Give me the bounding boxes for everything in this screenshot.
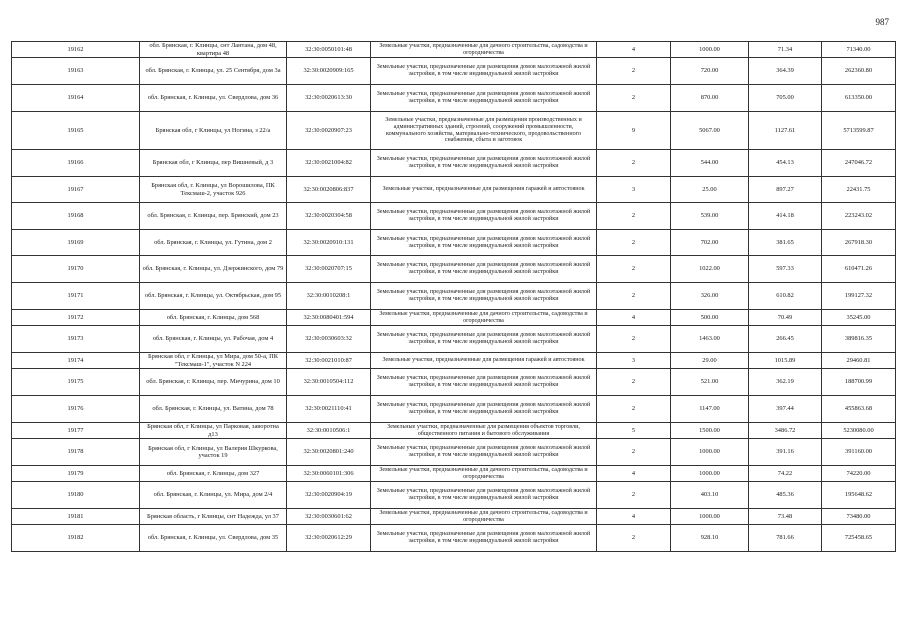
specific-value-cell: 1015.89 — [749, 353, 822, 369]
cadastral-number-cell: 32:30:0020909:165 — [287, 58, 371, 85]
table-row — [12, 482, 896, 509]
land-use-cell: Земельные участки, предназначенные для размещения производственных и административных зданий, строений, сооружений промышленности, коммунального хозяйства, материально-технического, продовольственного снабжения, сбыта и заготовок — [371, 112, 597, 150]
cadastral-number-cell: 32:30:0020304:58 — [287, 203, 371, 230]
specific-value-cell: 73.48 — [749, 509, 822, 525]
row-number-cell: 19176 — [12, 396, 140, 423]
address-cell: обл. Брянская, г. Клинцы, ул. Свердлова, дом 35 — [140, 525, 287, 552]
row-number-cell: 19174 — [12, 353, 140, 369]
land-use-cell: Земельные участки, предназначенные для размещения домов малоэтажной жилой застройки, в том числе индивидуальной жилой застройки — [371, 203, 597, 230]
cadastral-value-cell: 199127.32 — [822, 283, 896, 310]
area-cell: 500.00 — [671, 310, 749, 326]
table-row — [12, 326, 896, 353]
cadastral-value-cell: 267918.30 — [822, 230, 896, 256]
row-number-cell: 19168 — [12, 203, 140, 230]
row-number-cell: 19164 — [12, 85, 140, 112]
cadastral-value-cell: 223243.02 — [822, 203, 896, 230]
area-cell: 928.10 — [671, 525, 749, 552]
land-use-cell: Земельные участки, предназначенные для дачного строительства, садоводства и огородничества — [371, 42, 597, 58]
address-cell: Брянская обл, г Клинцы, ул Ногина, з 22/а — [140, 112, 287, 150]
address-cell: Брянская область, г Клинцы, снт Надежда, ул 37 — [140, 509, 287, 525]
cadastral-value-cell: 29460.81 — [822, 353, 896, 369]
cadastral-number-cell: 32:30:0030601:62 — [287, 509, 371, 525]
group-number-cell: 2 — [597, 150, 671, 177]
address-cell: Брянская обл, г Клинцы, пер Вишневый, д 3 — [140, 150, 287, 177]
row-number-cell: 19169 — [12, 230, 140, 256]
group-number-cell: 2 — [597, 85, 671, 112]
address-cell: Брянская обл, г Клинцы, ул Парковая, заворотна д13 — [140, 423, 287, 439]
area-cell: 1000.00 — [671, 42, 749, 58]
land-use-cell: Земельные участки, предназначенные для дачного строительства, садоводства и огородничества — [371, 466, 597, 482]
row-number-cell: 19165 — [12, 112, 140, 150]
land-use-cell: Земельные участки, предназначенные для размещения домов малоэтажной жилой застройки, в том числе индивидуальной жилой застройки — [371, 283, 597, 310]
cadastral-number-cell: 32:30:0060101:306 — [287, 466, 371, 482]
cadastral-value-cell: 247046.72 — [822, 150, 896, 177]
specific-value-cell: 362.19 — [749, 369, 822, 396]
group-number-cell: 2 — [597, 439, 671, 466]
cadastral-value-cell: 71340.00 — [822, 42, 896, 58]
specific-value-cell: 3486.72 — [749, 423, 822, 439]
specific-value-cell: 397.44 — [749, 396, 822, 423]
table-row — [12, 310, 896, 326]
group-number-cell: 3 — [597, 177, 671, 203]
group-number-cell: 2 — [597, 256, 671, 283]
land-use-cell: Земельные участки, предназначенные для дачного строительства, садоводства и огородничества — [371, 509, 597, 525]
table-row — [12, 466, 896, 482]
row-number-cell: 19181 — [12, 509, 140, 525]
group-number-cell: 9 — [597, 112, 671, 150]
table-row — [12, 58, 896, 85]
table-row — [12, 256, 896, 283]
cadastral-number-cell: 32:30:0050101:48 — [287, 42, 371, 58]
row-number-cell: 19163 — [12, 58, 140, 85]
row-number-cell: 19162 — [12, 42, 140, 58]
area-cell: 1463.00 — [671, 326, 749, 353]
area-cell: 29.00 — [671, 353, 749, 369]
row-number-cell: 19180 — [12, 482, 140, 509]
specific-value-cell: 897.27 — [749, 177, 822, 203]
table-row — [12, 177, 896, 203]
row-number-cell: 19182 — [12, 525, 140, 552]
land-use-cell: Земельные участки, предназначенные для размещения объектов торговли, общественного питания и бытового обслуживания — [371, 423, 597, 439]
area-cell: 544.00 — [671, 150, 749, 177]
table-row — [12, 396, 896, 423]
area-cell: 1000.00 — [671, 439, 749, 466]
row-number-cell: 19166 — [12, 150, 140, 177]
area-cell: 1147.00 — [671, 396, 749, 423]
cadastral-value-cell: 73480.00 — [822, 509, 896, 525]
cadastral-number-cell: 32:30:0010208:1 — [287, 283, 371, 310]
specific-value-cell: 364.39 — [749, 58, 822, 85]
address-cell: обл. Брянская, г. Клинцы, снт Лантана, дом 48, квартира 48 — [140, 42, 287, 58]
cadastral-value-cell: 391160.00 — [822, 439, 896, 466]
row-number-cell: 19178 — [12, 439, 140, 466]
group-number-cell: 2 — [597, 482, 671, 509]
area-cell: 521.00 — [671, 369, 749, 396]
table-row — [12, 439, 896, 466]
specific-value-cell: 597.33 — [749, 256, 822, 283]
area-cell: 720.00 — [671, 58, 749, 85]
specific-value-cell: 74.22 — [749, 466, 822, 482]
land-use-cell: Земельные участки, предназначенные для размещения домов малоэтажной жилой застройки, в том числе индивидуальной жилой застройки — [371, 58, 597, 85]
address-cell: Брянская обл, г Клинцы, ул Валерия Шкуркова, участок 19 — [140, 439, 287, 466]
address-cell: обл. Брянская, г. Клинцы, пер. Брянский, дом 23 — [140, 203, 287, 230]
address-cell: обл. Брянская, г. Клинцы, ул. 25 Сентября, дом 3а — [140, 58, 287, 85]
cadastral-value-cell: 613350.00 — [822, 85, 896, 112]
specific-value-cell: 70.49 — [749, 310, 822, 326]
specific-value-cell: 266.45 — [749, 326, 822, 353]
group-number-cell: 5 — [597, 423, 671, 439]
cadastral-number-cell: 32:30:0020613:30 — [287, 85, 371, 112]
group-number-cell: 3 — [597, 353, 671, 369]
land-use-cell: Земельные участки, предназначенные для размещения гаражей и автостоянок — [371, 353, 597, 369]
land-use-cell: Земельные участки, предназначенные для размещения домов малоэтажной жилой застройки, в том числе индивидуальной жилой застройки — [371, 369, 597, 396]
address-cell: обл. Брянская, г. Клинцы, ул. Мира, дом 2/4 — [140, 482, 287, 509]
page-number: 987 — [875, 17, 889, 27]
group-number-cell: 2 — [597, 283, 671, 310]
address-cell: обл. Брянская, г. Клинцы, ул. Ватина, дом 78 — [140, 396, 287, 423]
cadastral-number-cell: 32:30:0020801:240 — [287, 439, 371, 466]
row-number-cell: 19170 — [12, 256, 140, 283]
specific-value-cell: 391.16 — [749, 439, 822, 466]
area-cell: 539.00 — [671, 203, 749, 230]
cadastral-value-cell: 195648.62 — [822, 482, 896, 509]
table-row — [12, 112, 896, 150]
group-number-cell: 4 — [597, 466, 671, 482]
cadastral-number-cell: 32:30:0010506:1 — [287, 423, 371, 439]
land-use-cell: Земельные участки, предназначенные для размещения домов малоэтажной жилой застройки, в том числе индивидуальной жилой застройки — [371, 439, 597, 466]
row-number-cell: 19179 — [12, 466, 140, 482]
cadastral-value-cell: 262360.80 — [822, 58, 896, 85]
cadastral-number-cell: 32:30:0021010:87 — [287, 353, 371, 369]
address-cell: обл. Брянская, г. Клинцы, дом 327 — [140, 466, 287, 482]
cadastral-value-cell: 35245.00 — [822, 310, 896, 326]
address-cell: обл. Брянская, г. Клинцы, ул. Свердлова, дом 36 — [140, 85, 287, 112]
table-row — [12, 150, 896, 177]
specific-value-cell: 454.13 — [749, 150, 822, 177]
group-number-cell: 4 — [597, 509, 671, 525]
table-row — [12, 525, 896, 552]
address-cell: обл. Брянская, г. Клинцы, ул. Рабочая, дом 4 — [140, 326, 287, 353]
cadastral-value-cell: 22431.75 — [822, 177, 896, 203]
table-row — [12, 369, 896, 396]
land-use-cell: Земельные участки, предназначенные для размещения домов малоэтажной жилой застройки, в том числе индивидуальной жилой застройки — [371, 326, 597, 353]
cadastral-value-cell: 5713599.87 — [822, 112, 896, 150]
address-cell: обл. Брянская, г. Клинцы, пер. Мичурина, дом 10 — [140, 369, 287, 396]
table-row — [12, 353, 896, 369]
area-cell: 5067.00 — [671, 112, 749, 150]
table-row — [12, 42, 896, 58]
specific-value-cell: 381.65 — [749, 230, 822, 256]
cadastral-value-cell: 188700.99 — [822, 369, 896, 396]
area-cell: 1000.00 — [671, 466, 749, 482]
specific-value-cell: 485.36 — [749, 482, 822, 509]
address-cell: обл. Брянская, г. Клинцы, дом 568 — [140, 310, 287, 326]
specific-value-cell: 71.34 — [749, 42, 822, 58]
land-use-cell: Земельные участки, предназначенные для размещения домов малоэтажной жилой застройки, в том числе индивидуальной жилой застройки — [371, 525, 597, 552]
area-cell: 702.00 — [671, 230, 749, 256]
table-row — [12, 423, 896, 439]
group-number-cell: 2 — [597, 369, 671, 396]
cadastral-number-cell: 32:30:0020612:29 — [287, 525, 371, 552]
group-number-cell: 2 — [597, 396, 671, 423]
cadastral-number-cell: 32:30:0020806:837 — [287, 177, 371, 203]
row-number-cell: 19167 — [12, 177, 140, 203]
area-cell: 326.00 — [671, 283, 749, 310]
cadastral-number-cell: 32:30:0020907:23 — [287, 112, 371, 150]
specific-value-cell: 414.18 — [749, 203, 822, 230]
cadastral-number-cell: 32:30:0020910:131 — [287, 230, 371, 256]
area-cell: 25.00 — [671, 177, 749, 203]
land-use-cell: Земельные участки, предназначенные для размещения гаражей и автостоянок — [371, 177, 597, 203]
specific-value-cell: 610.82 — [749, 283, 822, 310]
cadastral-value-cell: 5230080.00 — [822, 423, 896, 439]
table-row — [12, 85, 896, 112]
cadastral-value-cell: 610471.26 — [822, 256, 896, 283]
row-number-cell: 19172 — [12, 310, 140, 326]
table-row — [12, 230, 896, 256]
address-cell: Брянская обл, г. Клинцы, ул Ворошилова, ПК Тексмаш-2, участок 926 — [140, 177, 287, 203]
area-cell: 1000.00 — [671, 509, 749, 525]
table-row — [12, 283, 896, 310]
group-number-cell: 2 — [597, 326, 671, 353]
cadastral-number-cell: 32:30:0080401:594 — [287, 310, 371, 326]
land-use-cell: Земельные участки, предназначенные для размещения домов малоэтажной жилой застройки, в том числе индивидуальной жилой застройки — [371, 256, 597, 283]
cadastral-value-table — [11, 41, 896, 552]
area-cell: 1500.00 — [671, 423, 749, 439]
area-cell: 403.10 — [671, 482, 749, 509]
group-number-cell: 2 — [597, 230, 671, 256]
cadastral-number-cell: 32:30:0020707:15 — [287, 256, 371, 283]
group-number-cell: 2 — [597, 58, 671, 85]
group-number-cell: 4 — [597, 42, 671, 58]
cadastral-number-cell: 32:30:0021110:41 — [287, 396, 371, 423]
land-use-cell: Земельные участки, предназначенные для размещения домов малоэтажной жилой застройки, в том числе индивидуальной жилой застройки — [371, 150, 597, 177]
address-cell: Брянская обл, г Клинцы, ул Мира, дом 50-а, ПК "Тексмаш-1", участок N 224 — [140, 353, 287, 369]
cadastral-value-cell: 74220.00 — [822, 466, 896, 482]
specific-value-cell: 705.00 — [749, 85, 822, 112]
group-number-cell: 2 — [597, 203, 671, 230]
area-cell: 870.00 — [671, 85, 749, 112]
specific-value-cell: 781.66 — [749, 525, 822, 552]
group-number-cell: 4 — [597, 310, 671, 326]
land-use-cell: Земельные участки, предназначенные для размещения домов малоэтажной жилой застройки, в том числе индивидуальной жилой застройки — [371, 230, 597, 256]
row-number-cell: 19171 — [12, 283, 140, 310]
table-row — [12, 509, 896, 525]
land-use-cell: Земельные участки, предназначенные для размещения домов малоэтажной жилой застройки, в том числе индивидуальной жилой застройки — [371, 396, 597, 423]
specific-value-cell: 1127.61 — [749, 112, 822, 150]
cadastral-number-cell: 32:30:0030603:32 — [287, 326, 371, 353]
area-cell: 1022.00 — [671, 256, 749, 283]
address-cell: обл. Брянская, г. Клинцы, ул. Дзержинского, дом 79 — [140, 256, 287, 283]
land-use-cell: Земельные участки, предназначенные для дачного строительства, садоводства и огородничества — [371, 310, 597, 326]
address-cell: обл. Брянская, г. Клинцы, ул. Гутина, дом 2 — [140, 230, 287, 256]
row-number-cell: 19175 — [12, 369, 140, 396]
row-number-cell: 19173 — [12, 326, 140, 353]
cadastral-value-cell: 455863.68 — [822, 396, 896, 423]
land-use-cell: Земельные участки, предназначенные для размещения домов малоэтажной жилой застройки, в том числе индивидуальной жилой застройки — [371, 85, 597, 112]
cadastral-number-cell: 32:30:0020904:19 — [287, 482, 371, 509]
cadastral-number-cell: 32:30:0021004:82 — [287, 150, 371, 177]
table-row — [12, 203, 896, 230]
cadastral-number-cell: 32:30:0010504:112 — [287, 369, 371, 396]
row-number-cell: 19177 — [12, 423, 140, 439]
cadastral-value-cell: 389816.35 — [822, 326, 896, 353]
address-cell: обл. Брянская, г. Клинцы, ул. Октябрьская, дом 95 — [140, 283, 287, 310]
land-use-cell: Земельные участки, предназначенные для размещения домов малоэтажной жилой застройки, в том числе индивидуальной жилой застройки — [371, 482, 597, 509]
group-number-cell: 2 — [597, 525, 671, 552]
cadastral-value-cell: 725458.65 — [822, 525, 896, 552]
